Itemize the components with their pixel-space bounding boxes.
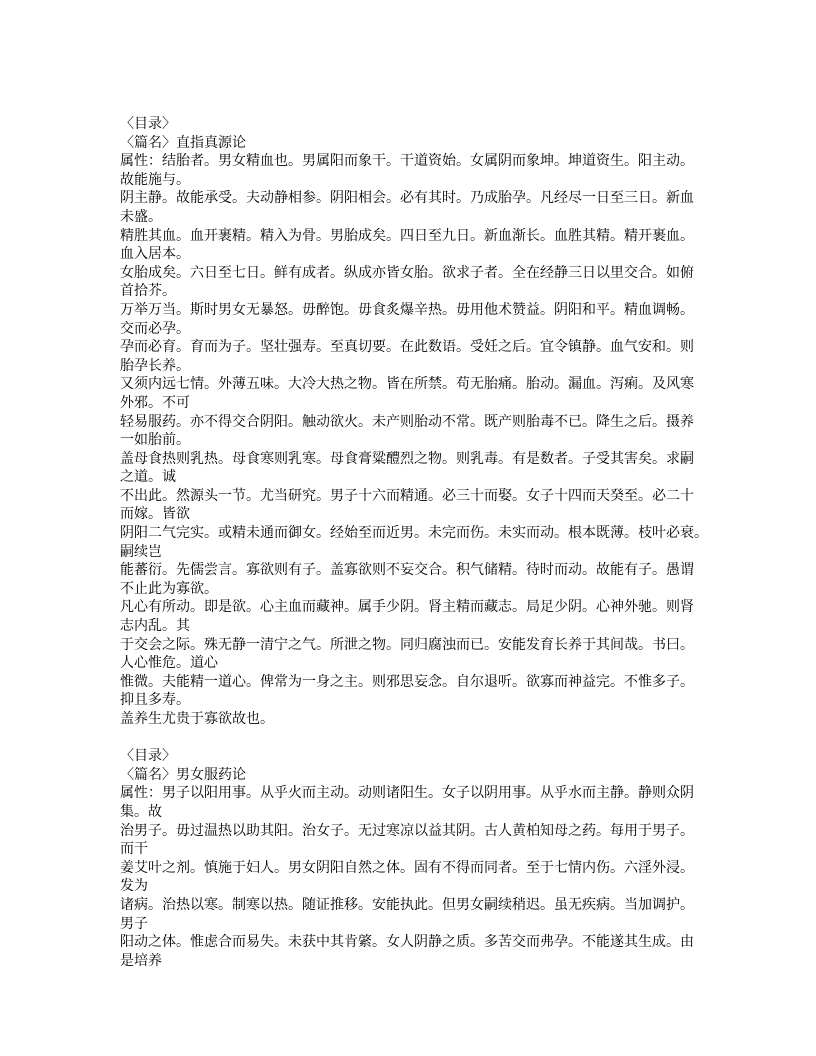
text-line: 能蕃衍。先儒尝言。寡欲则有子。盖寡欲则不妄交合。积气储精。待时而动。故能有子。愚谓 <box>120 562 694 579</box>
text-line: 属性：男子以阳用事。从乎火而主动。动则诸阳生。女子以阴用事。从乎水而主静。静则众阴 <box>120 785 694 802</box>
text-line: 是培养 <box>120 952 162 969</box>
section-title: 〈篇名〉直指真源论 <box>120 134 246 151</box>
text-line: 集。故 <box>120 803 162 820</box>
text-line: 女胎成矣。六日至七日。鲜有成者。纵成亦皆女胎。欲求子者。全在经静三日以里交合。如俯 <box>120 264 694 281</box>
text-line: 男子 <box>120 915 148 932</box>
text-line: 不止此为寡欲。 <box>120 580 218 597</box>
text-line: 故能施与。 <box>120 171 190 188</box>
section-gap <box>120 729 700 748</box>
text-line: 一如胎前。 <box>120 432 190 449</box>
text-line: 而干 <box>120 841 148 858</box>
text-line: 首拾芥。 <box>120 283 176 300</box>
text-line: 又须内远七情。外薄五味。大冷大热之物。皆在所禁。苟无胎痛。胎动。漏血。泻痢。及风寒 <box>120 376 694 393</box>
text-line: 于交会之际。殊无静一清宁之气。所泄之物。同归腐浊而已。安能发育长养于其间哉。书曰。 <box>120 636 694 653</box>
text-line: 盖养生尤贵于寡欲故也。 <box>120 711 274 727</box>
text-line: 交而必孕。 <box>120 320 190 337</box>
text-line: 外邪。不可 <box>120 394 190 411</box>
text-line: 之道。诚 <box>120 469 176 486</box>
text-line: 姜艾叶之剂。慎施于妇人。男女阴阳自然之体。固有不得而同者。至于七情内伤。六淫外浸。 <box>120 859 694 876</box>
text-line: 精胜其血。血开裹精。精入为骨。男胎成矣。四日至九日。新血渐长。血胜其精。精开裹血。 <box>120 227 694 244</box>
text-line: 惟微。夫能精一道心。俾常为一身之主。则邪思妄念。自尔退听。欲寡而神益完。不惟多子。 <box>120 673 694 690</box>
text-line: 嗣续岂 <box>120 543 162 560</box>
text-line: 胎孕长养。 <box>120 357 190 374</box>
text-line: 而嫁。皆欲 <box>120 506 190 523</box>
text-line: 盖母食热则乳热。母食寒则乳寒。母食膏粱醴烈之物。则乳毒。有是数者。子受其害矣。求嗣 <box>120 450 694 467</box>
section-2 <box>120 747 700 970</box>
section-1 <box>120 115 708 729</box>
text-line: 凡心有所动。即是欲。心主血而藏神。属手少阴。肾主精而藏志。局足少阴。心神外驰。则肾 <box>120 599 694 616</box>
text-line: 属性：结胎者。男女精血也。男属阳而象干。干道资始。女属阴而象坤。坤道资生。阳主动。 <box>120 153 694 170</box>
text-line: 阳动之体。惟虑合而易失。未获中其肯綮。女人阴静之质。多苦交而弗孕。不能遂其生成。由 <box>120 934 694 951</box>
text-line: 阴阳二气完实。或精未通而御女。经始至而近男。未完而伤。未实而动。根本既薄。枝叶必衰。 <box>120 525 708 542</box>
text-line: 血入居本。 <box>120 246 190 263</box>
text-line: 志内乱。其 <box>120 618 190 635</box>
text-line: 孕而必育。育而为子。坚壮强寿。至真切要。在此数语。受妊之后。宜令镇静。血气安和。则 <box>120 339 694 356</box>
text-line: 发为 <box>120 878 148 895</box>
text-line: 人心惟危。道心 <box>120 655 218 672</box>
toc-link[interactable]: 〈目录〉 <box>120 116 176 132</box>
text-line: 万举万当。斯时男女无暴怒。毋醉饱。毋食炙爆辛热。毋用他术赞益。阴阳和平。精血调畅。 <box>120 301 694 318</box>
text-line: 阴主静。故能承受。夫动静相参。阴阳相会。必有其时。乃成胎孕。凡经尽一日至三日。新血 <box>120 190 694 207</box>
toc-link[interactable]: 〈目录〉 <box>120 748 176 765</box>
text-line: 轻易服药。亦不得交合阴阳。触动欲火。未产则胎动不常。既产则胎毒不已。降生之后。摄养 <box>120 413 694 430</box>
section-title: 〈篇名〉男女服药论 <box>120 766 246 783</box>
text-line: 不出此。然源头一节。尤当研究。男子十六而精通。必三十而娶。女子十四而天癸至。必二十 <box>120 487 694 504</box>
text-line: 治男子。毋过温热以助其阳。治女子。无过寒凉以益其阴。古人黄柏知母之药。每用于男子。 <box>120 822 694 839</box>
document-page <box>120 115 708 970</box>
text-line: 抑且多寿。 <box>120 692 190 709</box>
text-line: 未盛。 <box>120 208 162 225</box>
text-line: 诸病。治热以寒。制寒以热。随证推移。安能执此。但男女嗣续稍迟。虽无疾病。当加调护。 <box>120 896 694 913</box>
